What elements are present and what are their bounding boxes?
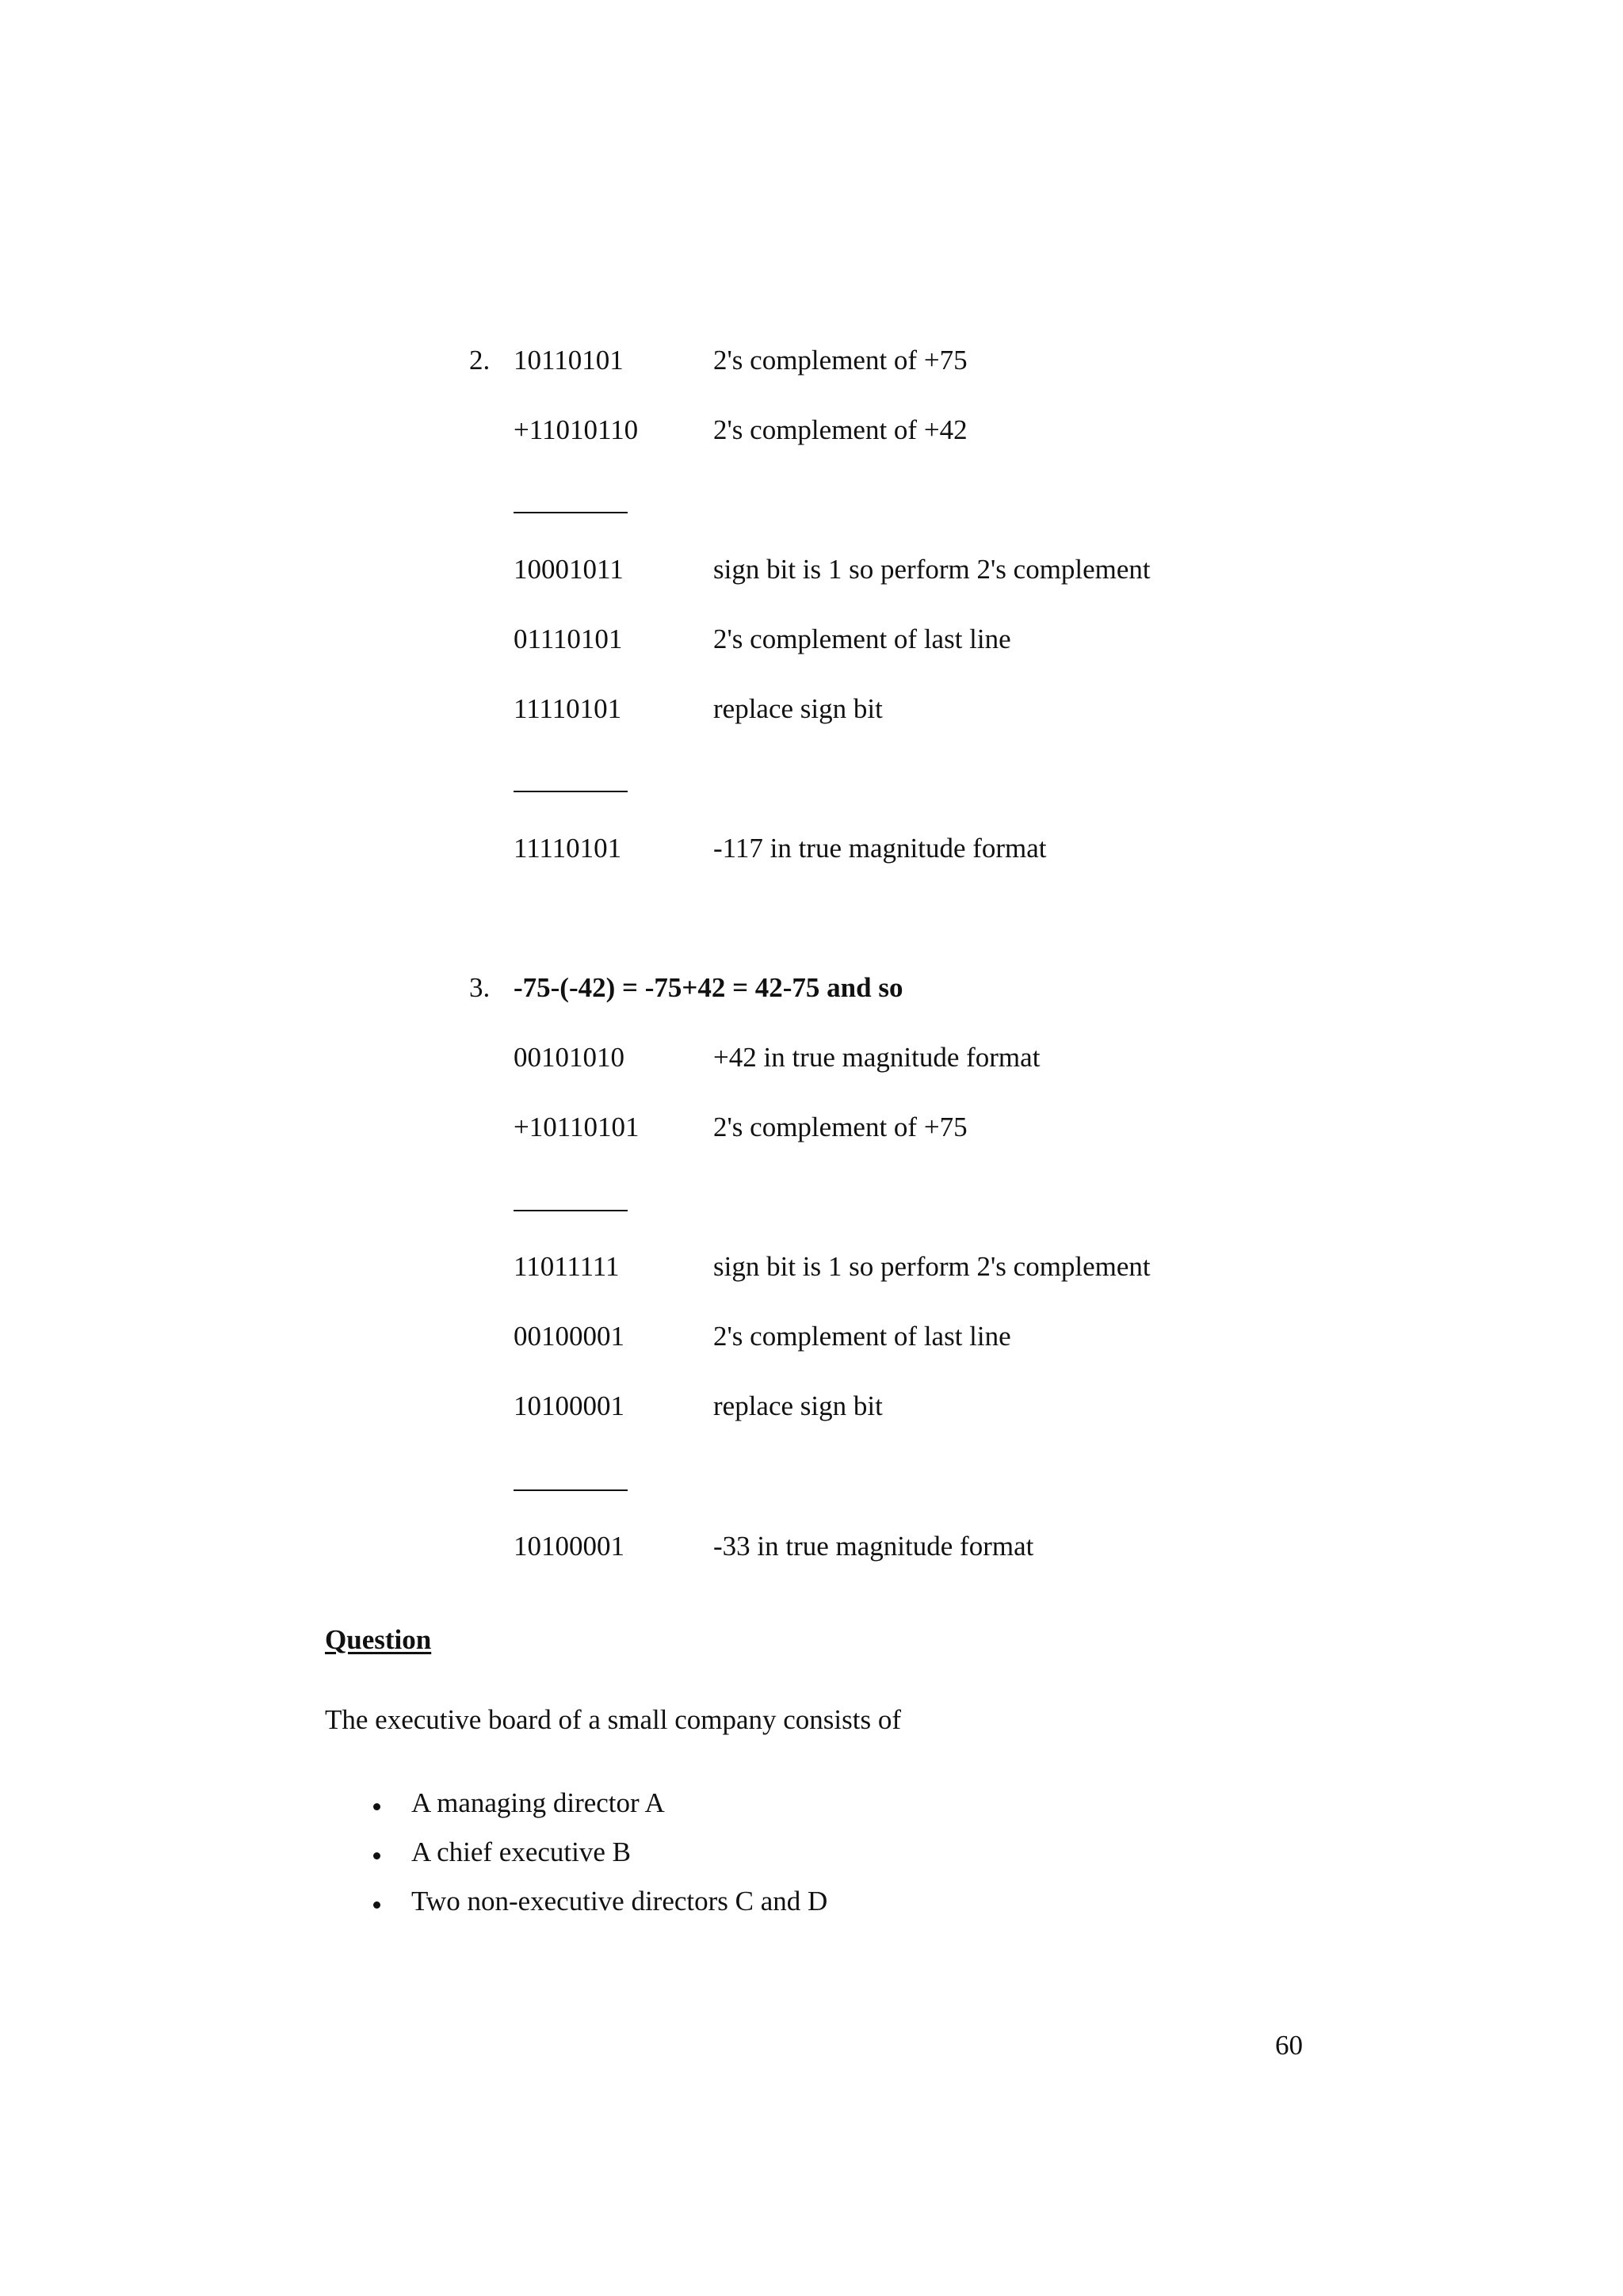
item-2-row-2-value: +11010110 <box>514 414 639 445</box>
item-2-row-3-note: sign bit is 1 so perform 2's complement <box>713 554 1151 585</box>
item-2-number: 2. <box>469 345 491 376</box>
question-bullet-1: A managing director A <box>411 1787 665 1818</box>
item-2-row-5-note: replace sign bit <box>713 693 883 724</box>
item-3-row-4-value: 00100001 <box>514 1321 624 1352</box>
item-2-row-6-value: 11110101 <box>514 833 622 864</box>
item-2-row-2-note: 2's complement of +42 <box>713 414 968 445</box>
item-2-row-4-note: 2's complement of last line <box>713 624 1011 654</box>
item-3-row-6-note: -33 in true magnitude format <box>713 1531 1034 1562</box>
item-3-row-3-value: 11011111 <box>514 1251 620 1282</box>
item-3-row-6-value: 10100001 <box>514 1531 624 1562</box>
item-3-number: 3. <box>469 972 491 1003</box>
item-3-row-5-value: 10100001 <box>514 1390 624 1421</box>
question-intro: The executive board of a small company consists of <box>325 1704 902 1735</box>
question-heading: Question <box>325 1624 432 1655</box>
item-3-row-4-note: 2's complement of last line <box>713 1321 1011 1352</box>
item-3-row-2-value: +10110101 <box>514 1112 640 1142</box>
item-3-sum-rule-1 <box>514 1210 628 1211</box>
item-3-row-3-note: sign bit is 1 so perform 2's complement <box>713 1251 1151 1282</box>
item-3-heading: -75-(-42) = -75+42 = 42-75 and so <box>514 972 903 1003</box>
item-2-row-5-value: 11110101 <box>514 693 622 724</box>
item-2-row-1-value: 10110101 <box>514 345 624 376</box>
page-number: 60 <box>1275 2030 1303 2061</box>
item-2-row-4-value: 01110101 <box>514 624 623 654</box>
item-3-sum-rule-2 <box>514 1489 628 1491</box>
item-2-row-1-note: 2's complement of +75 <box>713 345 968 376</box>
question-bullet-3: Two non-executive directors C and D <box>411 1886 828 1917</box>
item-2-row-6-note: -117 in true magnitude format <box>713 833 1047 864</box>
item-3-row-1-value: 00101010 <box>514 1042 624 1073</box>
item-2-row-3-value: 10001011 <box>514 554 624 585</box>
bullet-icon <box>373 1901 380 1909</box>
question-bullet-2: A chief executive B <box>411 1836 631 1867</box>
item-3-row-1-note: +42 in true magnitude format <box>713 1042 1041 1073</box>
item-2-sum-rule-2 <box>514 791 628 792</box>
bullet-icon <box>373 1852 380 1859</box>
item-2-sum-rule-1 <box>514 512 628 513</box>
bullet-icon <box>373 1803 380 1810</box>
item-3-row-2-note: 2's complement of +75 <box>713 1112 968 1142</box>
item-3-row-5-note: replace sign bit <box>713 1390 883 1421</box>
